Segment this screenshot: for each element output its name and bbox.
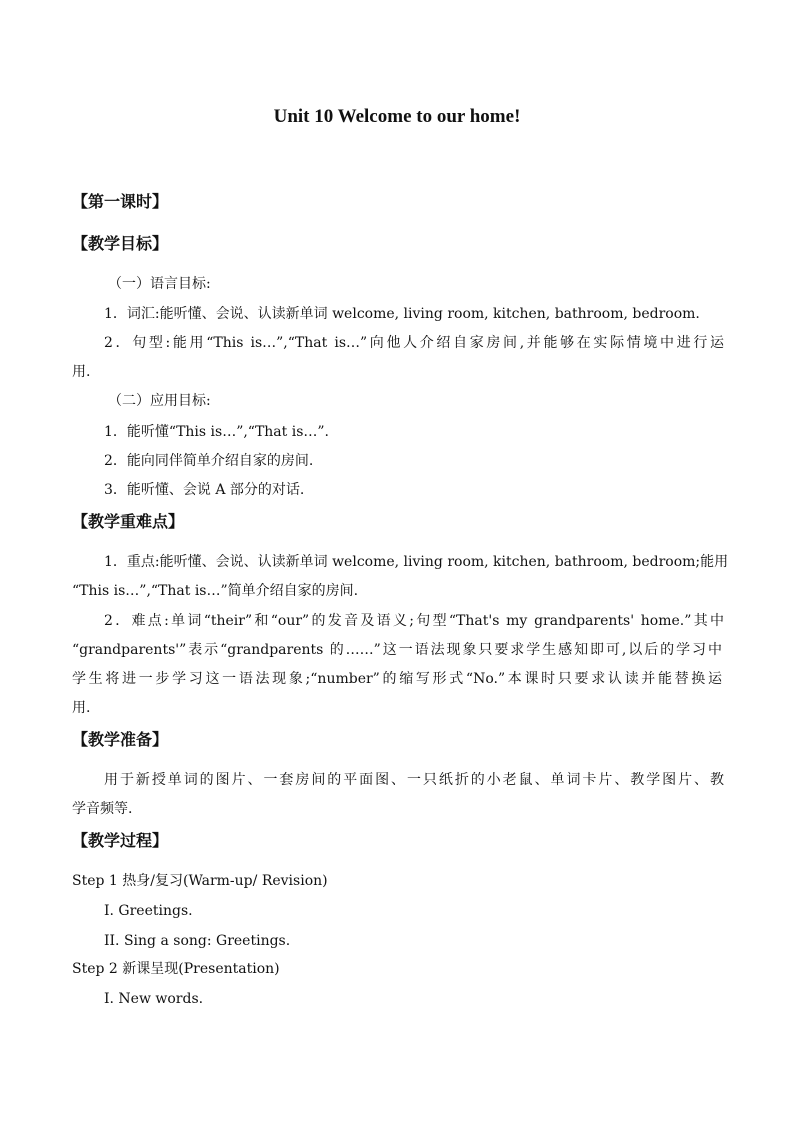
keypoint-2-line3: 学生将进一步学习这一语法现象;“number”的缩写形式“No.”本课时只要求认读并能替换运 xyxy=(72,671,722,687)
step-1-item-1: I. Greetings. xyxy=(104,903,193,919)
objectives-heading: 【教学目标】 xyxy=(72,234,169,253)
language-objective-2-line1: 2．句型:能用“This is…”,“That is…”向他人介绍自家房间,并能够在实际情境中进行运 xyxy=(104,335,724,351)
preparation-line2: 学音频等. xyxy=(72,801,133,817)
preparation-heading: 【教学准备】 xyxy=(72,730,169,749)
step-2: Step 2 新课呈现(Presentation) xyxy=(72,961,280,977)
application-objective-2: 2．能向同伴简单介绍自家的房间. xyxy=(104,453,314,469)
keypoint-1-line1: 1．重点:能听懂、会说、认读新单词 welcome, living room, kitchen, bathroom, bedroom;能用 xyxy=(104,554,729,570)
step-2-item-1: I. New words. xyxy=(104,991,204,1007)
language-objectives-title: （一）语言目标: xyxy=(108,276,211,292)
lesson-heading: 【第一课时】 xyxy=(72,192,169,211)
application-objective-3: 3．能听懂、会说 A 部分的对话. xyxy=(104,482,305,498)
keypoint-2-line4: 用. xyxy=(72,700,91,716)
keypoint-2-line1: 2．难点:单词“their”和“our”的发音及语义;句型“That's my grandparents' home.”其中 xyxy=(104,613,724,629)
step-1-item-2: II. Sing a song: Greetings. xyxy=(104,933,291,949)
preparation-line1: 用于新授单词的图片、一套房间的平面图、一只纸折的小老鼠、单词卡片、教学图片、教 xyxy=(104,772,724,788)
keypoint-2-line2: “grandparents'”表示“grandparents 的……”这一语法现象只要求学生感知即可,以后的学习中 xyxy=(72,642,722,658)
language-objective-1: 1．词汇:能听懂、会说、认读新单词 welcome, living room, kitchen, bathroom, bedroom. xyxy=(104,306,700,322)
application-objective-1: 1．能听懂“This is…”,“That is…”. xyxy=(104,424,330,440)
document-title: Unit 10 Welcome to our home! xyxy=(273,106,521,127)
step-1: Step 1 热身/复习(Warm-up/ Revision) xyxy=(72,873,328,889)
application-objectives-title: （二）应用目标: xyxy=(108,393,211,409)
keypoint-1-line2: “This is…”,“That is…”简单介绍自家的房间. xyxy=(72,583,359,599)
language-objective-2-line2: 用. xyxy=(72,364,91,380)
keypoints-heading: 【教学重难点】 xyxy=(72,512,185,531)
process-heading: 【教学过程】 xyxy=(72,831,169,850)
